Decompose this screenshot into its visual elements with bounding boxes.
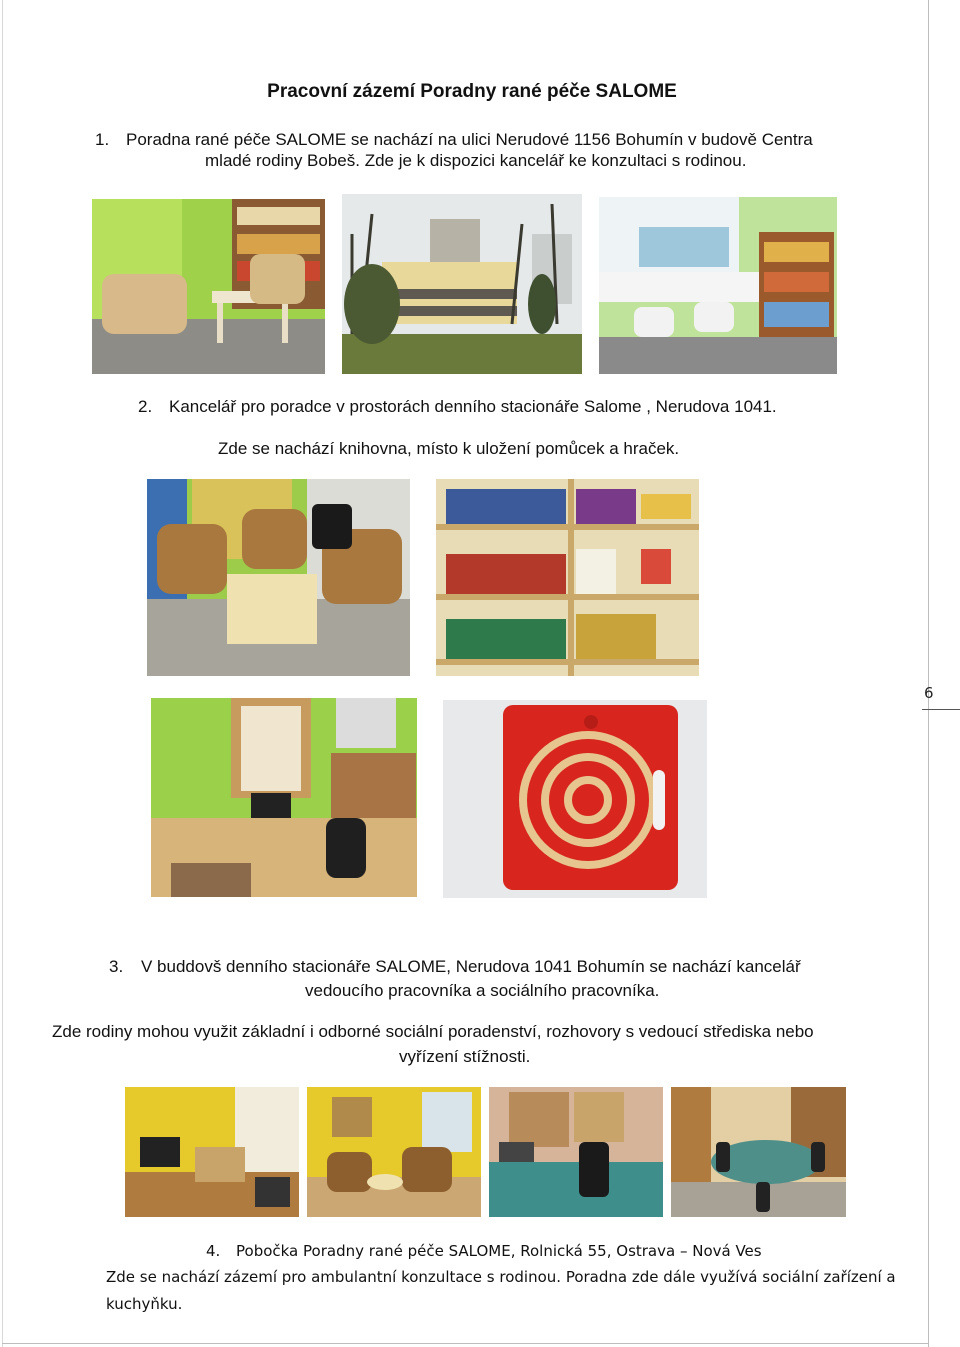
page-number: 6	[924, 684, 934, 702]
section1-number: 1.	[95, 130, 110, 149]
photo-office-desk-white-chairs	[599, 197, 837, 374]
page-border-right	[928, 0, 929, 1347]
section2-number: 2.	[138, 397, 153, 416]
photo-meeting-table	[671, 1087, 846, 1217]
section2-line1: Kancelář pro poradce v prostorách denního stacionáře Salome , Nerudova 1041.	[169, 397, 777, 416]
photo-red-maze-toy	[443, 700, 707, 898]
page-number-rule	[922, 709, 960, 710]
photo-consult-room-wicker-chairs	[92, 199, 325, 374]
section3-line1: V buddovš denního stacionáře SALOME, Nerudova 1041 Bohumín se nachází kancelář	[141, 957, 801, 976]
section3-number: 3.	[109, 957, 124, 976]
page-border-left	[2, 0, 3, 1347]
photo-wicker-chairs-corner	[147, 479, 410, 676]
section1-line1: Poradna rané péče SALOME se nachází na ulici Nerudové 1156 Bohumín v budově Centra	[126, 130, 813, 149]
section3-line4: vyřízení stížnosti.	[399, 1047, 531, 1066]
page-title: Pracovní zázemí Poradny rané péče SALOME	[267, 81, 677, 102]
page-border-bottom	[2, 1343, 929, 1344]
photo-yellow-room-wicker	[307, 1087, 481, 1217]
photo-office-chair-corkboard	[489, 1087, 663, 1217]
section2-line2: Zde se nachází knihovna, místo k uložení pomůcek a hraček.	[218, 439, 680, 458]
photo-building-exterior	[342, 194, 582, 374]
section4-number: 4.	[206, 1242, 221, 1260]
section4-heading: Pobočka Poradny rané péče SALOME, Rolnická 55, Ostrava – Nová Ves	[236, 1242, 762, 1260]
section1-line2: mladé rodiny Bobeš. Zde je k dispozici kancelář ke konzultaci s rodinou.	[205, 151, 747, 170]
section3-line3: Zde rodiny mohou využit základní i odborné sociální poradenství, rozhovory s vedoucí střediska nebo	[52, 1022, 814, 1041]
section4-line2: kuchyňku.	[106, 1295, 183, 1313]
section3-line2: vedoucího pracovníka a sociálního pracovníka.	[305, 981, 660, 1000]
photo-bookshelf-library	[436, 479, 699, 676]
photo-office-workdesk	[151, 698, 417, 897]
photo-yellow-office-desk	[125, 1087, 299, 1217]
section4-line1: Zde se nachází zázemí pro ambulantní konzultace s rodinou. Poradna zde dále využívá sociální zařízení a	[106, 1268, 896, 1286]
